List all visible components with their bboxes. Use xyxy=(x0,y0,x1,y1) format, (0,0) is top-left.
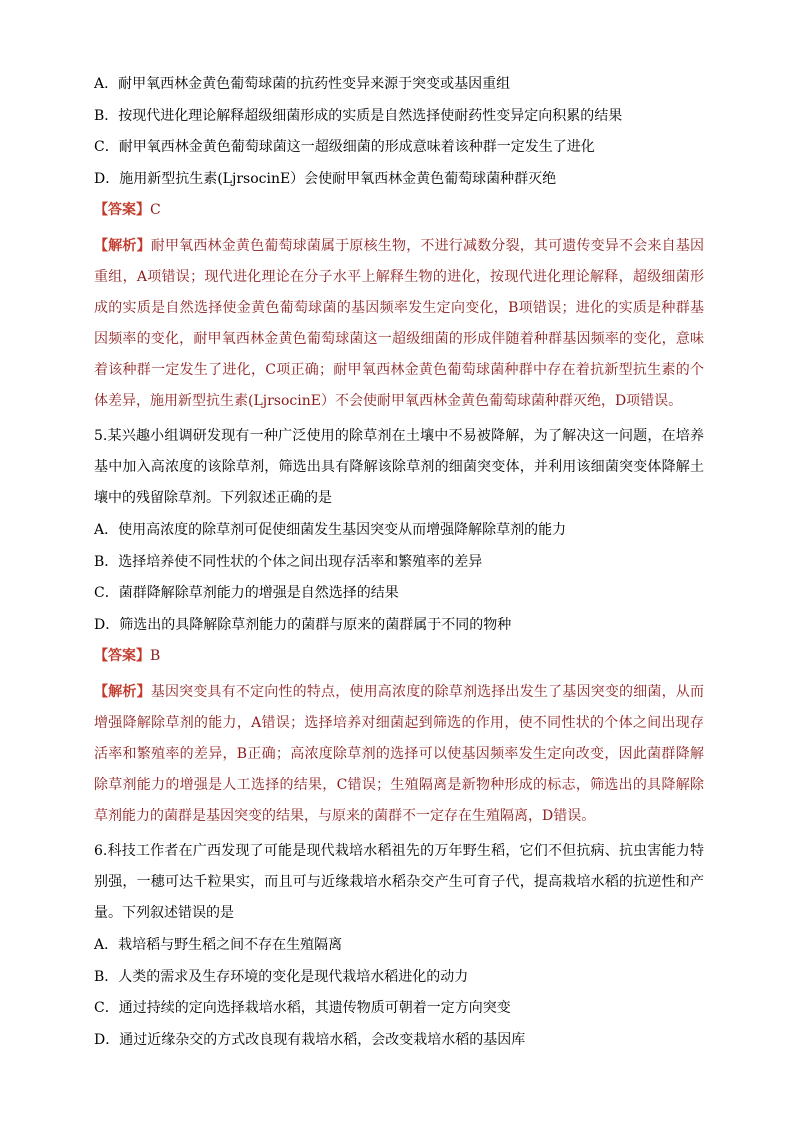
q5-explain-text: 基因突变具有不定向性的特点，使用高浓度的除草剂选择出发生了基因突变的细菌，从而增强降解除草剂的能力，A错误；选择培养对细菌起到筛选的作用，使不同性状的个体之间出现存活率和繁殖率的差异，B正确；高浓度除草剂的选择可以使基因频率发生定向改变，因此菌群降解除草剂能力的增强是人工选择的结果，C错误；生殖隔离是新物种形成的标志，筛选出的具降解除草剂能力的菌群是基因突变的结果，与原来的菌群不一定存在生殖隔离，D错误。 xyxy=(94,684,705,824)
q5-option-c: C．菌群降解除草剂能力的增强是自然选择的结果 xyxy=(94,585,399,601)
q5-options xyxy=(94,520,704,636)
q6-stem: 6.科技工作者在广西发现了可能是现代栽培水稻祖先的万年野生稻，它们不但抗病、抗虫害能力特别强，一穗可达千粒果实，而且可与近缘栽培水稻杂交产生可育子代，提高栽培水稻的抗逆性和产量。下列叙述错误的是 xyxy=(94,843,704,921)
q5-stem: 5.某兴趣小组调研发现有一种广泛使用的除草剂在土壤中不易被降解，为了解决这一问题，在培养基中加入高浓度的该除草剂，筛选出具有降解该除草剂的细菌突变体，并利用该细菌突变体降解土壤中的残留除草剂。下列叙述正确的是 xyxy=(94,428,704,506)
q4-options xyxy=(94,74,704,190)
q4-answer-value: C xyxy=(150,202,161,218)
q5-answer xyxy=(94,646,704,667)
q4-option-b: B．按现代进化理论解释超级细菌形成的实质是自然选择使耐药性变异定向积累的结果 xyxy=(94,107,623,124)
q4-answer-tag: 【答案】 xyxy=(94,202,150,218)
q4-option-d: D．施用新型抗生素(LjrsocinE）会使耐甲氧西林金黄色葡萄球菌种群灭绝 xyxy=(94,170,557,187)
q5-option-a: A．使用高浓度的除草剂可促使细菌发生基因突变从而增强降解除草剂的能力 xyxy=(94,522,567,538)
q4-explain-text: 耐甲氧西林金黄色葡萄球菌属于原核生物，不进行减数分裂，其可遗传变异不会来自基因重组，A项错误；现代进化理论在分子水平上解释生物的进化，按现代进化理论解释，超级细菌形成的实质是自然选择使金黄色葡萄球菌的基因频率发生定向变化，B项错误；进化的实质是种群基因频率的变化，耐甲氧西林金黄色葡萄球菌这一超级细菌的形成伴随着种群基因频率的变化，意味着该种群一定发生了进化，C项正确；耐甲氧西林金黄色葡萄球菌种群中存在着抗新型抗生素的个体差异，施用新型抗生素(LjrsocinE）不会使耐甲氧西林金黄色葡萄球菌种群灭绝，D项错误。 xyxy=(94,238,705,409)
q5-answer-tag: 【答案】 xyxy=(94,648,150,664)
q4-option-c: C．耐甲氧西林金黄色葡萄球菌这一超级细菌的形成意味着该种群一定发生了进化 xyxy=(94,139,595,155)
q5-option-b: B．选择培养使不同性状的个体之间出现存活率和繁殖率的差异 xyxy=(94,553,483,570)
q6-option-a: A．栽培稻与野生稻之间不存在生殖隔离 xyxy=(94,937,343,953)
q6-options xyxy=(94,935,704,1051)
q5-answer-value: B xyxy=(150,648,161,664)
q4-explanation xyxy=(94,231,704,417)
document-page xyxy=(94,74,704,1061)
q6-option-b: B．人类的需求及生存环境的变化是现代栽培水稻进化的动力 xyxy=(94,968,469,985)
q4-answer xyxy=(94,200,704,221)
q5-option-d: D．筛选出的具降解除草剂能力的菌群与原来的菌群属于不同的物种 xyxy=(94,616,512,633)
q6-option-d: D．通过近缘杂交的方式改良现有栽培水稻，会改变栽培水稻的基因库 xyxy=(94,1031,526,1048)
q5-explain-tag: 【解析】 xyxy=(94,684,151,700)
q5-explanation xyxy=(94,677,704,832)
q4-explain-tag: 【解析】 xyxy=(94,238,151,254)
q6-option-c: C．通过持续的定向选择栽培水稻，其遗传物质可朝着一定方向突变 xyxy=(94,1000,511,1016)
q4-option-a: A．耐甲氧西林金黄色葡萄球菌的抗药性变异来源于突变或基因重组 xyxy=(94,76,511,92)
